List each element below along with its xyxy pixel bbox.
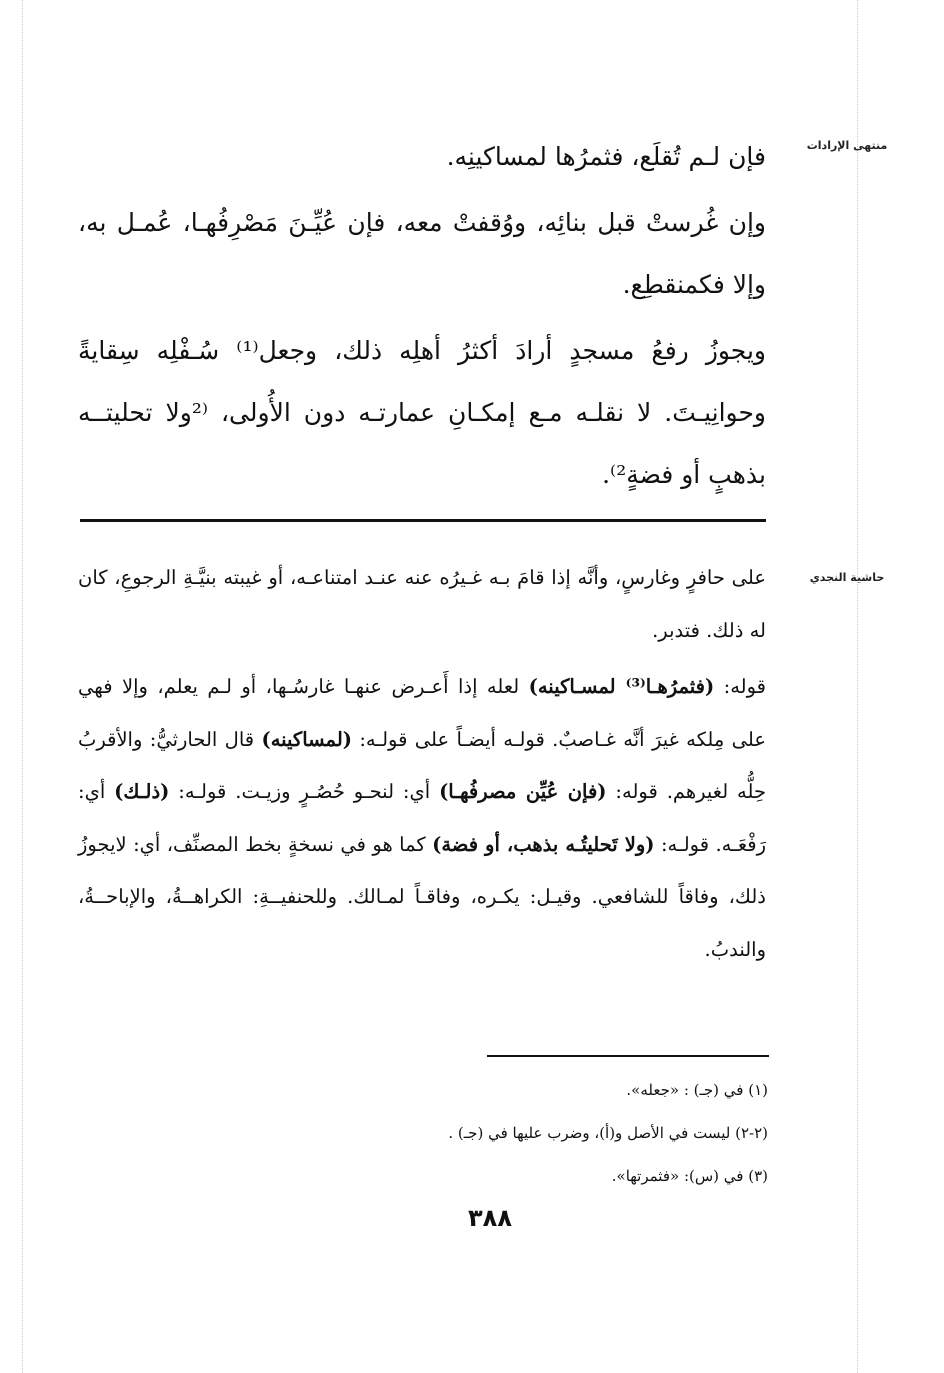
commentary-paragraph-2 [78, 661, 766, 976]
commentary-text-run: أي: لنحـو حُصُـرٍ وزيـت. قولـه: [169, 780, 440, 803]
quoted-phrase: (فثمرُهـا⁽³⁾ لمسـاكينه) [528, 675, 715, 698]
quoted-phrase: (لمساكينه) [261, 727, 352, 751]
commentary-text-run: قوله: [714, 675, 766, 698]
main-paragraph-2: وإن غُرستْ قبل بنائِه، ووُقفتْ معه، فإن عُيِّـنَ مَصْرِفُهـا، عُمـل به، وإلا فكمنقطِع. [78, 208, 766, 299]
footnote-1: (١) في (جـ) : «جعله». [626, 1081, 768, 1099]
scan-artifact-right [857, 0, 858, 1373]
main-text [78, 126, 766, 506]
book-title-margin: منتهى الإرادات [806, 139, 888, 152]
commentary-text [78, 552, 766, 976]
footnote-3: (٣) في (س): «فثمرتها». [611, 1167, 768, 1185]
commentary-text-run: قال الحارثيُّ: والأقربُ حِلُّه لغيرهم. قوله: [78, 727, 767, 803]
main-paragraph-3: ويجوزُ رفعُ مسجدٍ أرادَ أكثرُ أهلِه ذلك، وجعل⁽¹⁾ سُـفْلِه سِقايةً وحوانِيـتَ. لا نقلـه مـع إمكـانِ عمارتـه دون الأُولى، ⁽²ولا تحليتــه بذهبٍ أو فضةٍ²⁾. [78, 336, 766, 489]
footnote-2: (٢-٢) ليست في الأصل و(أ)، وضرب عليها في (جـ) . [448, 1124, 768, 1142]
commentary-text-run: كما هو في نسخةٍ بخط المصنِّف، أي: لايجوزُ ذلك، وفاقاً للشافعي. وقيـل: يكـره، وفاقـاً لمـالك. وللحنفيــةِ: الكراهــةُ، والإباحــةُ، والندبُ. [78, 832, 766, 961]
quoted-phrase: (ذلـك) [114, 780, 170, 803]
quoted-phrase: (فإن عُيِّن مصرفُهـا) [439, 780, 607, 803]
footnotes [208, 1069, 768, 1198]
commentary-title-margin: حاشية النجدي [809, 571, 885, 584]
scan-artifact-left [22, 0, 23, 1373]
page-number: ٣٨٨ [468, 1204, 512, 1232]
footnote-divider [487, 1055, 769, 1057]
section-divider [80, 519, 766, 522]
quoted-phrase: (ولا تَحليتُـه بذهب، أو فضة) [432, 832, 655, 856]
commentary-text-run: لعله إذا أَعـرض عنهـا غارسُـها، أو لـم يعلم، وإلا فهي على مِلكه غيرَ أنَّه غـاصبٌ. قولـه أيضـاً على قولـه: [78, 675, 766, 751]
commentary-text-run: أي: رَفْعَـه. قولـه: [78, 780, 766, 856]
commentary-paragraph-1: على حافرٍ وغارسٍ، وأنَّه إذا قامَ بـه غـيرُه عنه عنـد امتناعـه، أو غيبته بنيَّـةِ الرجوعِ، كان له ذلك. فتدبر. [78, 566, 766, 642]
main-paragraph-1: فإن لـم تُقلَع، فثمرُها لمساكينِه. [446, 142, 766, 171]
